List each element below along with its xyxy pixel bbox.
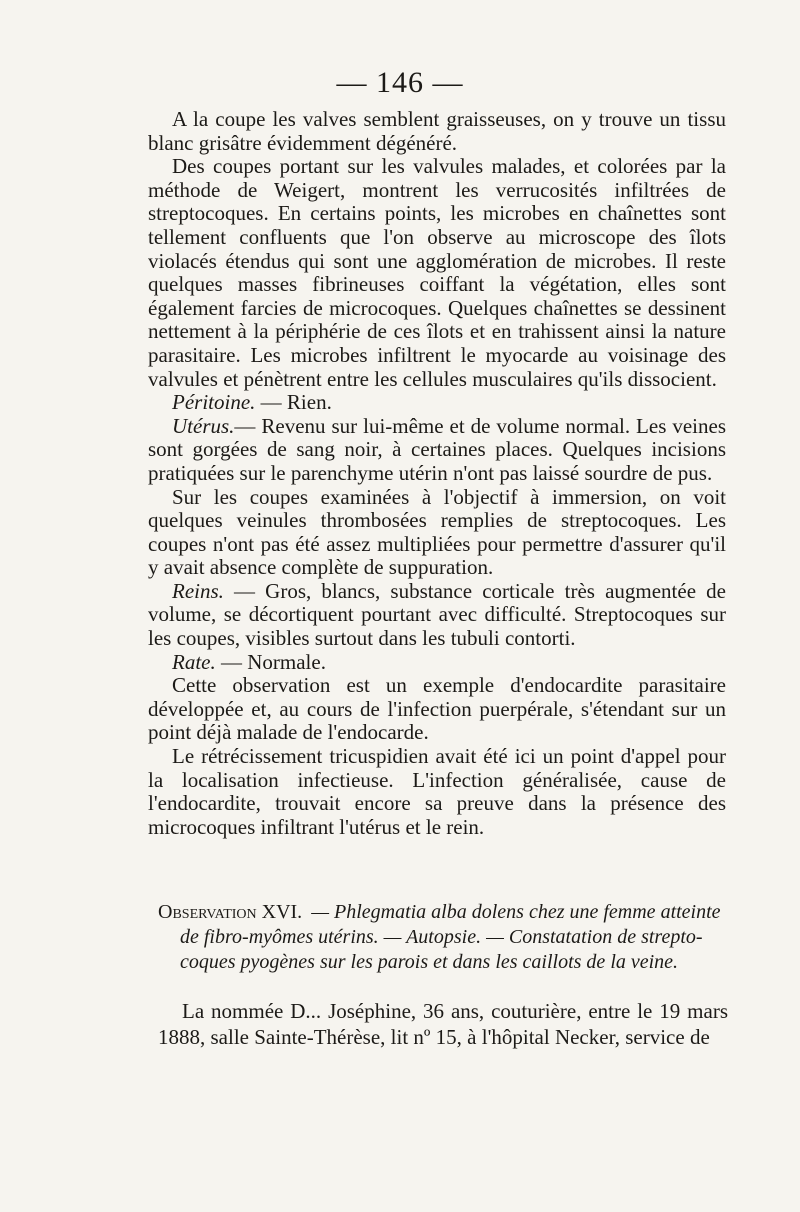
observation-heading <box>158 900 730 975</box>
patient-paragraph <box>158 998 728 1050</box>
paragraph-rate <box>148 651 726 675</box>
paragraph-reins <box>148 580 726 651</box>
uterus-text: — Revenu sur lui-même et de volume normal. Les veines sont gorgées de sang noir, à certaines places. Quelques incisions pratiquées sur le parenchyme utérin n'ont pas laissé sourdre de pus. <box>148 413 726 485</box>
page-number: — 146 — <box>336 66 464 99</box>
paragraph-peritoine <box>148 391 726 415</box>
paragraph-valves: A la coupe les valves semblent graisseuses, on y trouve un tissu blanc grisâtre évidemment dégénéré. <box>148 107 726 155</box>
uterus-label: Utérus. <box>172 413 235 438</box>
paragraph-coupes-valvules: Des coupes portant sur les valvules malades, et colorées par la méthode de Weigert, montrent les verrucosités infiltrées de streptocoques. En certains points, les microbes en chaînettes sont tellement confluents que l'on observe au microscope des îlots violacés étendus qui sont une agglomération de microbes. Il reste quelques masses fibrineuses coiffant la végétation, elles sont également farcies de microcoques. Quelques chaînettes se dessinent nettement à la périphérie de ces îlots et en trahissent ainsi la nature parasitaire. Les microbes infiltrent le myocarde au voisinage des valvules et pénètrent entre les cellules musculaires qu'ils dissocient. <box>148 154 726 391</box>
peritoine-text: — Rien. <box>255 390 332 415</box>
paragraph-conclusion-1: Cette observation est un exemple d'endocardite parasitaire développée et, au cours de l'infection puerpérale, s'étendant sur un point déjà malade de l'endocarde. <box>148 673 726 745</box>
observation-title-line-2: de fibro-myômes utérins. — Autopsie. — Constatation de strepto- <box>180 926 703 948</box>
observation-title-line-3: coques pyogènes sur les parois et dans les caillots de la veine. <box>180 951 679 973</box>
peritoine-label: Péritoine. <box>172 390 256 415</box>
patient-text: La nommée D... Joséphine, 36 ans, couturière, entre le 19 mars 1888, salle Sainte-Thérèse, lit nº 15, à l'hôpital Necker, service de <box>158 999 728 1049</box>
observation-number: Observation XVI. <box>158 901 303 923</box>
paragraph-coupes-objectif: Sur les coupes examinées à l'objectif à immersion, on voit quelques veinules thrombosées remplies de streptocoques. Les coupes n'ont pas été assez multipliées pour permettre d'assurer qu'il y avait absence complète de suppuration. <box>148 484 726 580</box>
paragraph-conclusion-2: Le rétrécissement tricuspidien avait été ici un point d'appel pour la localisation infectieuse. L'infection généralisée, cause de l'endocardite, trouvait encore sa preuve dans la présence des microcoques infiltrant l'utérus et le rein. <box>148 744 726 839</box>
rate-label: Rate. <box>172 649 216 674</box>
reins-text: — Gros, blancs, substance corticale très augmentée de volume, se décortiquent pourtant avec difficulté. Streptocoques sur les coupes, visibles surtout dans les tubuli contorti. <box>148 578 726 651</box>
paragraph-uterus <box>148 415 726 486</box>
main-text <box>148 108 726 839</box>
reins-label: Reins. <box>172 578 224 603</box>
rate-text: — Normale. <box>215 649 326 674</box>
observation-title-line-1: — Phlegmatia alba dolens chez une femme atteinte <box>306 901 721 923</box>
